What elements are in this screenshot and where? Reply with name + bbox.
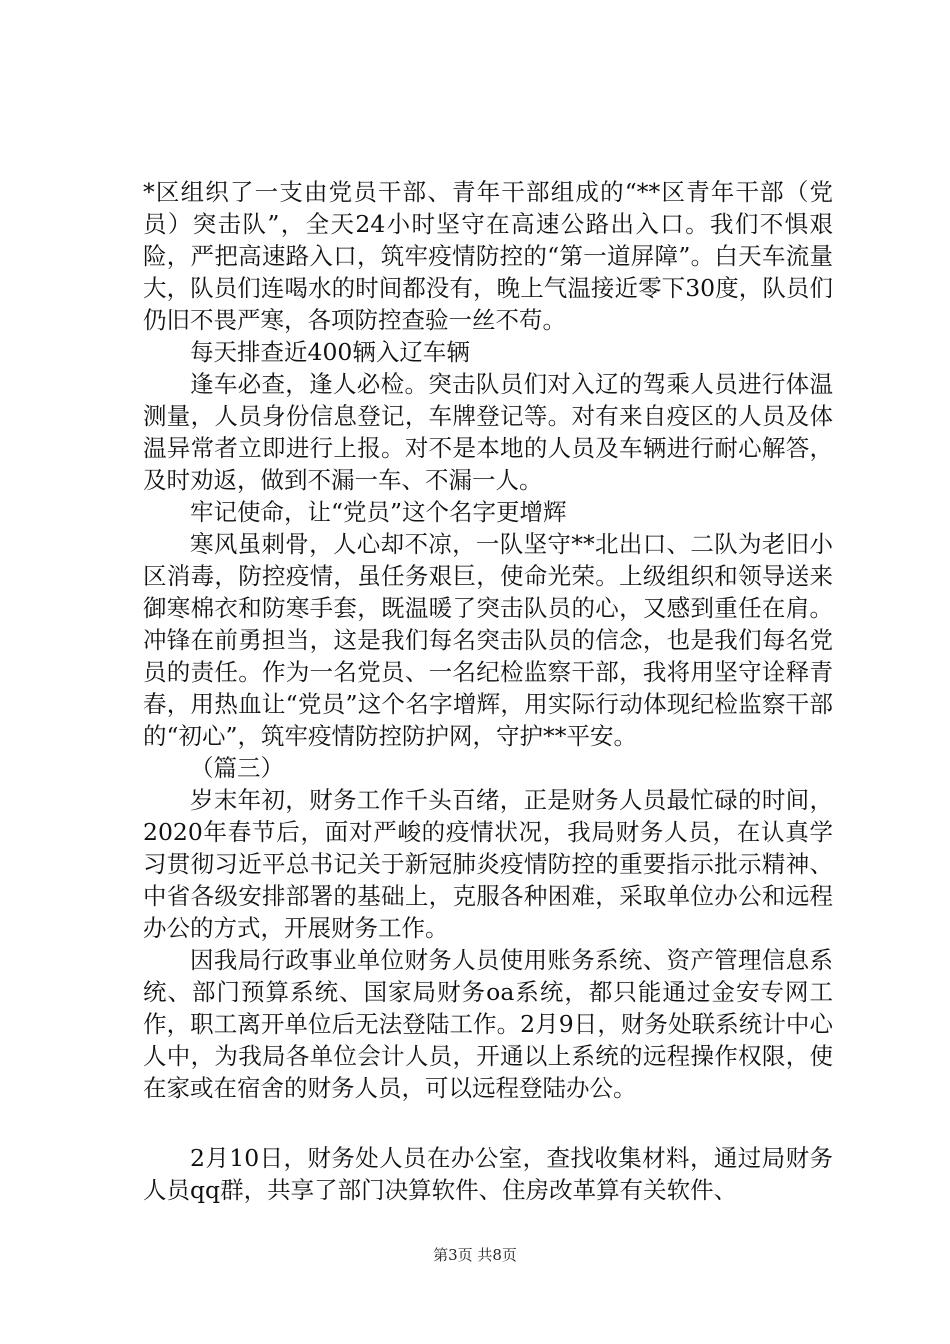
section-heading-mission: 牢记使命，让“党员”这个名字更增辉 — [190, 498, 567, 526]
page-number-footer: 第3页 共8页 — [433, 1246, 517, 1264]
document-body — [143, 176, 833, 1206]
paragraph-inspection: 逢车必查，逢人必检。突击队员们对入辽的驾乘人员进行体温测量，人员身份信息登记，车牌登记等。对有来自疫区的人员及体温异常者立即进行上报。对不是本地的人员及车辆进行耐心解答，及时劝返，做到不漏一车、不漏一人。 — [143, 370, 833, 494]
paragraph-spacer — [143, 1104, 833, 1142]
chapter-heading: （篇三） — [190, 754, 284, 782]
section-heading-inspection: 每天排查近400辆入辽车辆 — [190, 338, 470, 366]
paragraph-mission: 寒风虽刺骨，人心却不凉，一队坚守**北出口、二队为老旧小区消毒，防控疫情，虽任务艰巨，使命光荣。上级组织和领导送来御寒棉衣和防寒手套，既温暖了突击队员的心，又感到重任在肩。冲锋在前勇担当，这是我们每名突击队员的信念，也是我们每名党员的责任。作为一名党员、一名纪检监察干部，我将用坚守诠释青春，用热血让“党员”这个名字增辉，用实际行动体现纪检监察干部的“初心”，筑牢疫情防控防护网，守护**平安。 — [143, 530, 833, 750]
paragraph-remote-office: 因我局行政事业单位财务人员使用账务系统、资产管理信息系统、部门预算系统、国家局财务oa系统，都只能通过金安专网工作，职工离开单位后无法登陆工作。2月9日，财务处联系统计中心人中，为我局各单位会计人员，开通以上系统的远程操作权限，使在家或在宿舍的财务人员，可以远程登陆办公。 — [143, 946, 833, 1102]
paragraph-intro: *区组织了一支由党员干部、青年干部组成的“**区青年干部（党员）突击队”，全天24小时坚守在高速公路出入口。我们不惧艰险，严把高速路入口，筑牢疫情防控的“第一道屏障”。白天车流量大，队员们连喝水的时间都没有，晚上气温接近零下30度，队员们仍旧不畏严寒，各项防控查验一丝不苟。 — [143, 178, 833, 334]
paragraph-feb10: 2月10日，财务处人员在办公室，查找收集材料，通过局财务人员qq群，共享了部门决算软件、住房改革算有关软件、 — [143, 1144, 833, 1204]
paragraph-finance: 岁末年初，财务工作千头百绪，正是财务人员最忙碌的时间，2020年春节后，面对严峻的疫情状况，我局财务人员，在认真学习贯彻习近平总书记关于新冠肺炎疫情防控的重要指示批示精神、中省各级安排部署的基础上，克服各种困难，采取单位办公和远程办公的方式，开展财务工作。 — [143, 786, 833, 942]
